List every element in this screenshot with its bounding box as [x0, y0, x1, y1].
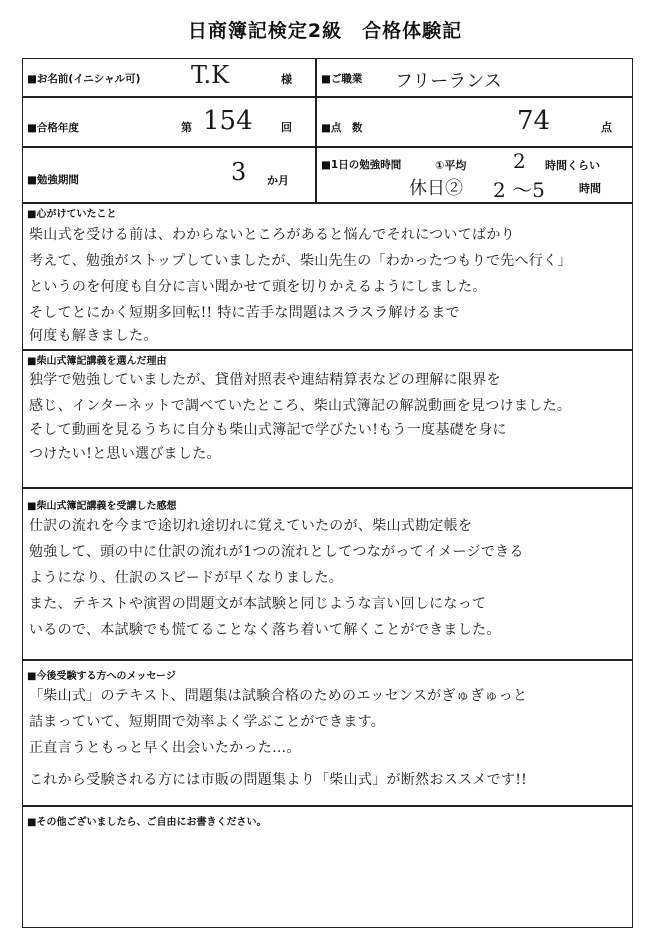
holiday-value: 2 〜5 — [493, 178, 545, 202]
name-suffix: 様 — [281, 73, 292, 86]
text-line: 考えて、勉強がストップしていましたが、柴山先生の「わかったつもりで先へ行く」 — [29, 253, 572, 269]
text-line: 柴山式を受ける前は、わからないところがあると悩んでそれについてばかり — [29, 227, 515, 243]
section-message — [22, 660, 633, 806]
section-heading: ■柴山式簿記講義を選んだ理由 — [27, 356, 167, 367]
occupation-label: ■ご職業 — [321, 73, 363, 85]
text-line: 独学で勉強していましたが、貸借対照表や連結精算表などの理解に限界を — [29, 372, 501, 388]
text-line: 「柴山式」のテキスト、問題集は試験合格のためのエッセンスがぎゅぎゅっと — [29, 688, 528, 704]
holiday-prefix: 休日② — [409, 178, 463, 199]
score-value: 74 — [517, 106, 551, 136]
pass-year-prefix: 第 — [181, 121, 192, 134]
pass-year-box — [22, 97, 316, 147]
occupation-box — [316, 58, 633, 97]
section-other — [22, 806, 633, 928]
section-heading: ■今後受験する方へのメッセージ — [27, 671, 176, 682]
pass-year-label: ■合格年度 — [27, 122, 79, 134]
text-line: そしてとにかく短期多回転!! 特に苦手な問題はスラスラ解けるまで — [29, 305, 460, 321]
daily-study-box — [316, 147, 633, 203]
study-period-label: ■勉強期間 — [27, 174, 79, 186]
text-line: 何度も解きました。 — [29, 328, 158, 344]
daily-avg-value: 2 — [513, 149, 526, 173]
pass-year-value: 154 — [203, 106, 253, 136]
text-line: いるので、本試験でも慌てることなく落ち着いて解くことができました。 — [29, 622, 501, 638]
section-heading: ■柴山式簿記講義を受講した感想 — [27, 501, 177, 512]
score-box — [316, 97, 633, 147]
name-box — [22, 58, 316, 97]
score-label: ■点 数 — [321, 122, 363, 134]
text-line: 勉強して、頭の中に仕訳の流れが1つの流れとしてつながってイメージできる — [29, 544, 524, 560]
text-line: ようになり、仕訳のスピードが早くなりました。 — [29, 570, 344, 586]
name-value: T.K — [191, 61, 230, 89]
text-line: 仕訳の流れを今まで途切れ途切れに覚えていたのが、柴山式勘定帳を — [29, 518, 473, 534]
name-label: ■お名前(イニシャル可) — [27, 73, 141, 85]
text-line: これから受験される方には市販の問題集より「柴山式」が断然おススメです!! — [29, 772, 528, 788]
daily-avg-suffix: 時間くらい — [545, 159, 600, 172]
occupation-value: フリーランス — [395, 71, 502, 92]
study-period-value: 3 — [231, 158, 247, 186]
study-period-box — [22, 147, 316, 203]
holiday-suffix: 時間 — [579, 182, 601, 195]
text-line: 詰まっていて、短期間で効率よく学ぶことができます。 — [29, 714, 386, 730]
section-reason — [22, 350, 633, 488]
section-heading: ■心がけていたこと — [27, 209, 117, 220]
section-impression — [22, 488, 633, 660]
daily-avg-prefix: ①平均 — [435, 159, 467, 172]
section-heading: ■その他ございましたら、ご自由にお書きください。 — [27, 817, 267, 828]
text-line: そして動画を見るうちに自分も柴山式簿記で学びたい!もう一度基礎を身に — [29, 422, 507, 438]
pass-year-suffix: 回 — [281, 121, 292, 134]
text-line: というのを何度も自分に言い聞かせて頭を切りかえるようにしました。 — [29, 279, 487, 295]
text-line: 感じ、インターネットで調べていたところ、柴山式簿記の解説動画を見つけました。 — [29, 398, 572, 414]
text-line: 正直言うともっと早く出会いたかった…。 — [29, 740, 301, 756]
score-suffix: 点 — [601, 121, 612, 134]
section-kokorogake — [22, 203, 633, 350]
text-line: つけたい!と思い選びました。 — [29, 446, 221, 462]
page-title: 日商簿記検定2級 合格体験記 — [187, 20, 463, 42]
study-period-suffix: か月 — [267, 174, 289, 187]
daily-study-label: ■1日の勉強時間 — [321, 159, 402, 171]
text-line: また、テキストや演習の問題文が本試験と同じような言い回しになって — [29, 596, 487, 612]
